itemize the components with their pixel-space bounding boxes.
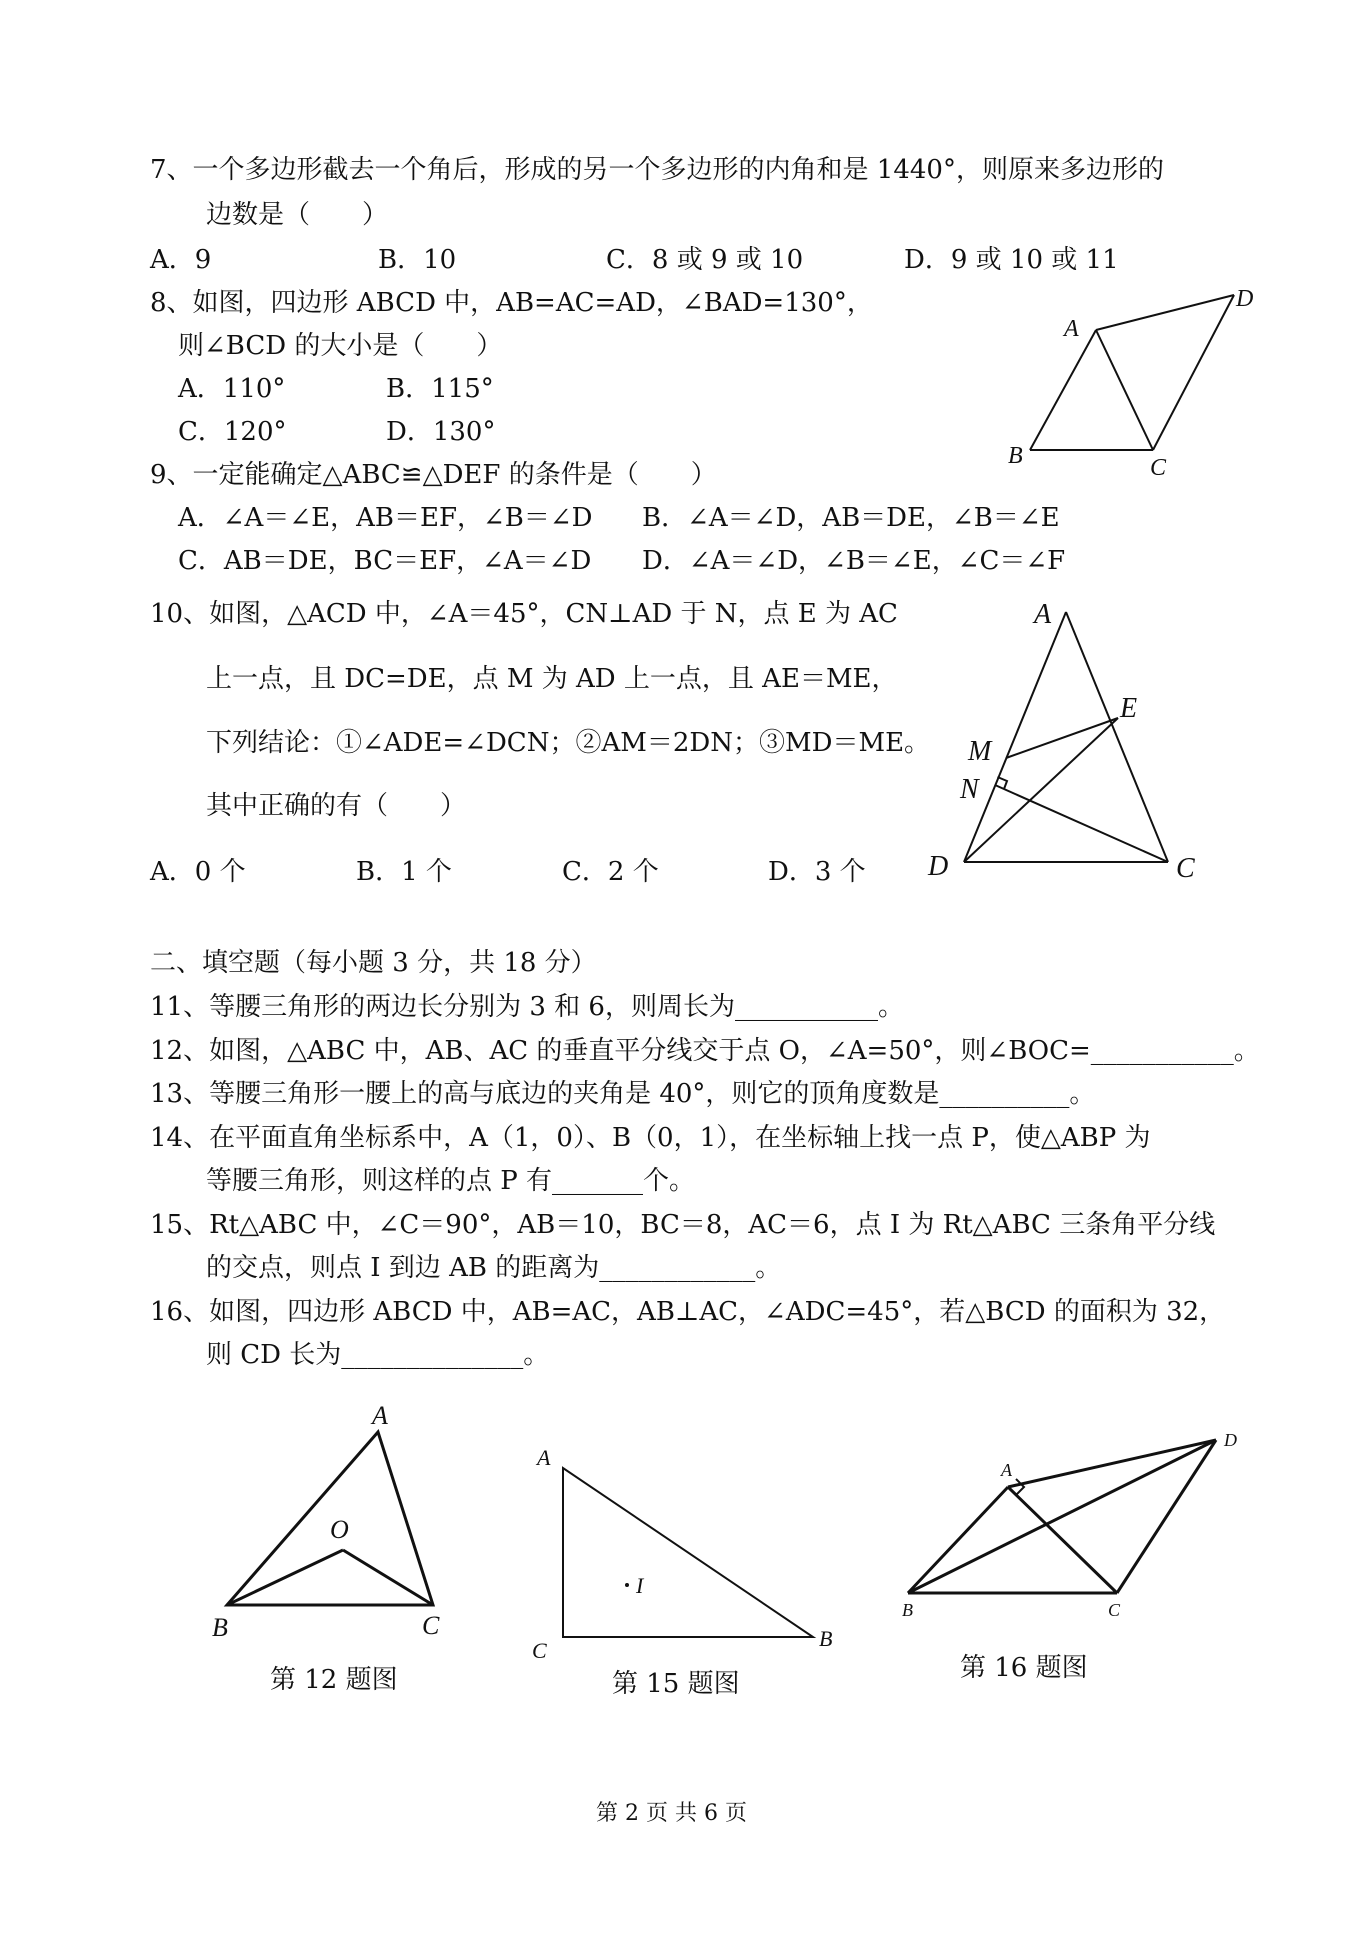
q10-label-m: M [968,736,992,767]
q10-stem-line2: 上一点，且 DC=DE，点 M 为 AD 上一点，且 AE＝ME， [206,664,898,694]
fig15-point-i [625,1583,629,1587]
q15-line1: 15、Rt△ABC 中，∠C＝90°，AB＝10，BC＝8，AC＝6，点 I 为 Rt△ABC 三条角平分线 [150,1210,1216,1240]
q10-option-c: C．2 个 [562,857,659,887]
q16-line2: 则 CD 长为______________。 [206,1340,550,1370]
fig12-label-b: B [212,1613,228,1642]
q14-line1: 14、在平面直角坐标系中，A（1，0）、B（0，1），在坐标轴上找一点 P，使△ABP 为 [150,1123,1151,1153]
fig12-label-c: C [422,1611,440,1640]
section2-heading: 二、填空题（每小题 3 分，共 18 分） [150,948,597,978]
q10-label-a: A [1034,599,1052,630]
fig16-label-d: D [1224,1430,1237,1450]
fig12-caption: 第 12 题图 [270,1665,398,1695]
fig16-label-c: C [1108,1600,1121,1620]
q9-option-d: D．∠A＝∠D，∠B＝∠E，∠C＝∠F [642,546,1066,576]
q10-stem-line4: 其中正确的有（ ） [206,791,467,821]
q8-stem-line1: 8、如图，四边形 ABCD 中，AB=AC=AD，∠BAD=130°， [150,288,873,318]
fig16-label-b: B [902,1600,913,1620]
fig15-label-b: B [819,1626,833,1651]
q8-stem-line2: 则∠BCD 的大小是（ ） [178,331,503,361]
q9-option-b: B．∠A＝∠D，AB＝DE，∠B＝∠E [642,503,1060,533]
q10-label-n: N [960,774,979,805]
q7-stem-line2: 边数是（ ） [206,200,389,230]
q7-option-c: C．8 或 9 或 10 [606,245,804,275]
q8-label-a: A [1064,316,1079,342]
q7-option-a: A．9 [150,245,212,275]
q7-option-b: B．10 [378,245,457,275]
q10-stem-line1: 10、如图，△ACD 中，∠A＝45°，CN⊥AD 于 N，点 E 为 AC [150,599,898,629]
q11: 11、等腰三角形的两边长分别为 3 和 6，则周长为___________。 [150,992,904,1022]
q16-line1: 16、如图，四边形 ABCD 中，AB=AC，AB⊥AC，∠ADC=45°，若△BCD 的面积为 32， [150,1297,1226,1327]
q10-label-e: E [1120,693,1138,724]
fig15-caption: 第 15 题图 [612,1669,740,1699]
q8-label-c: C [1150,455,1167,481]
q15-line2: 的交点，则点 I 到边 AB 的距离为____________。 [206,1253,782,1283]
fig15-label-a: A [537,1445,551,1470]
q7-stem-line1: 7、一个多边形截去一个角后，形成的另一个多边形的内角和是 1440°，则原来多边形的 [150,155,1164,185]
fig15-label-c: C [532,1638,547,1663]
q10-option-a: A．0 个 [150,857,246,887]
q14-line2: 等腰三角形，则这样的点 P 有_______个。 [206,1166,696,1196]
fig16-label-a: A [1001,1460,1012,1480]
q9-option-c: C．AB＝DE，BC＝EF，∠A＝∠D [178,546,592,576]
q9-option-a: A．∠A＝∠E，AB＝EF，∠B＝∠D [178,503,593,533]
fig15-label-i: I [636,1573,644,1598]
q10-stem-line3: 下列结论：①∠ADE=∠DCN；②AM＝2DN；③MD＝ME。 [206,728,931,758]
q13: 13、等腰三角形一腰上的高与底边的夹角是 40°，则它的顶角度数是__________。 [150,1079,1096,1109]
fig12-label-a: A [372,1401,388,1430]
q8-label-d: D [1236,286,1254,312]
q9-stem: 9、一定能确定△ABC≌△DEF 的条件是（ ） [150,460,717,490]
q7-option-d: D．9 或 10 或 11 [904,245,1119,275]
page-footer: 第 2 页 共 6 页 [596,1801,747,1826]
fig12-label-o: O [330,1515,349,1544]
q10-label-c: C [1176,853,1195,884]
q10-option-b: B．1 个 [356,857,452,887]
q8-option-c: C．120° [178,417,287,447]
q10-label-d: D [928,851,949,882]
q8-option-b: B．115° [386,374,494,404]
q8-option-d: D．130° [386,417,496,447]
q10-option-d: D．3 个 [768,857,866,887]
q8-option-a: A．110° [178,374,286,404]
q8-label-b: B [1008,443,1023,469]
q12: 12、如图，△ABC 中，AB、AC 的垂直平分线交于点 O，∠A=50°，则∠BOC=___________。 [150,1036,1260,1066]
fig16-caption: 第 16 题图 [960,1653,1088,1683]
